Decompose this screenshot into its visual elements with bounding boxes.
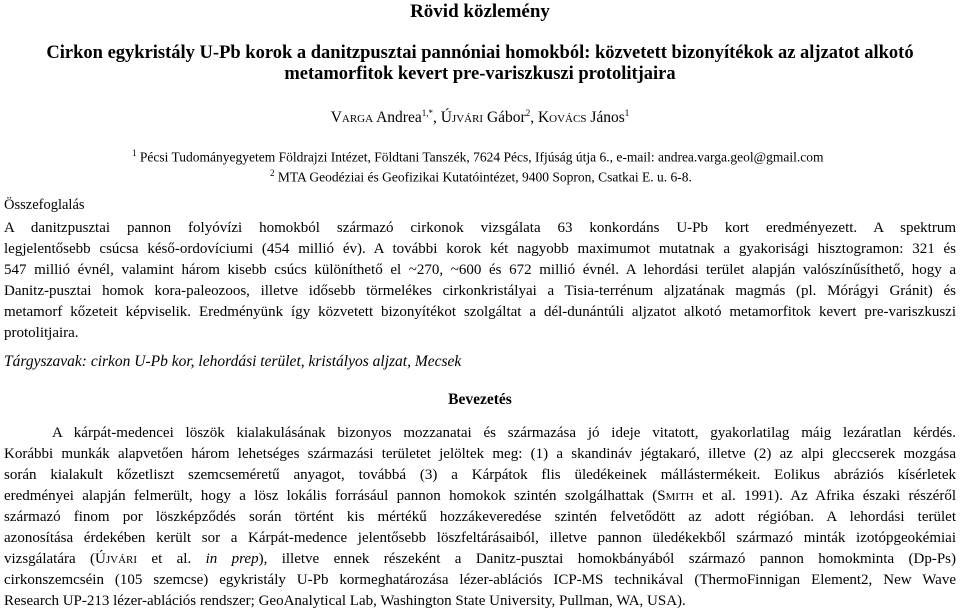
abstract-line: A danitzpusztai pannon folyóvízi homokból származó cirkonok vizsgálata 63 konkordáns U-Pb kort eredményezett. A spektrum xyxy=(4,220,956,236)
author-2-given-name: Gábor xyxy=(483,109,526,127)
citation-in-prep: in prep xyxy=(205,551,259,567)
abstract-line: legjelentősebb csúcsa késő-ordovíciumi (454 millió év). A további korok két nagyobb maximumot mutatnak a gyakorisági hisztogramon: 321 és xyxy=(4,241,956,257)
affiliation-1 xyxy=(132,148,823,166)
author-2-surname: Újvári xyxy=(440,109,484,127)
intro-line: azonosítása érdekében került sor a Kárpát-medence jelentősebb löszfeltárásaiból, illetve pannon üledékekből származó minták izotópgeokémiai xyxy=(4,530,956,546)
author-separator: , xyxy=(530,109,538,127)
intro-line: származó finom por löszképződés során történt kis mértékű hozzákeveredése szintén felvetődött az adott régióban. A lehordási terület xyxy=(4,509,956,525)
intro-line-ujvari-citation xyxy=(4,551,956,568)
intro-line: Korábbi munkák alapvetően három lehetséges származási területet jelöltek meg: (1) a skandináv jégtakaró, illetve (2) az alpi gleccserek mozgása xyxy=(4,446,956,462)
author-3-surname: Kovács xyxy=(537,109,587,127)
intro-text: eredményei alapján felmerült, hogy a lösz lokális forrásául pannon homokok szintén szolgálhattak ( xyxy=(4,488,658,504)
keywords: Tárgyszavak: cirkon U-Pb kor, lehordási terület, kristályos aljzat, Mecsek xyxy=(4,353,462,370)
article-title-line-2: metamorfitok kevert pre-variszkuszi protolitjaira xyxy=(284,64,676,84)
abstract-line: metamorf kőzeteit képviselik. Eredményünk így közvetett bizonyítékot szolgáltat a dél-dunántúli aljzatot alkotó metamorfitok kevert pre-variszkuszi xyxy=(4,304,956,320)
abstract-heading: Összefoglalás xyxy=(4,197,85,213)
affiliation-2-text: MTA Geodéziai és Geofizikai Kutatóintézet, 9400 Sopron, Csatkai E. u. 6-8. xyxy=(277,169,692,185)
author-3-affiliation-mark: 1 xyxy=(624,108,630,118)
article-title-line-1: Cirkon egykristály U-Pb korok a danitzpusztai pannóniai homokból: közvetett bizonyítékok az aljzatot alkotó xyxy=(46,43,914,63)
intro-text: et al. xyxy=(137,551,206,567)
affiliation-1-text: Pécsi Tudományegyetem Földrajzi Intézet, Földtani Tanszék, 7624 Pécs, Ifjúság útja 6., e-mail: andrea.varga.geol@gmail.com xyxy=(139,149,824,165)
intro-line-smith-citation xyxy=(4,488,956,505)
abstract-line: 547 millió évnél, valamint három kisebb csúcs különíthető el ~270, ~600 és 672 millió évnél. A lehordási terület alapján valószínűsíthető, hogy a xyxy=(4,262,956,278)
intro-line-last: Research UP-213 lézer-ablációs rendszer; GeoAnalytical Lab, Washington State University, Pullman, WA, USA). xyxy=(4,593,686,609)
affiliation-2-mark: 2 xyxy=(270,168,275,178)
abstract-line: Danitz-pusztai homok kora-paleozoos, illetve idősebb törmelékes cirkonkristályai a Tisia-terrénum aljzatának magmás (pl. Mórágyi Gránit) és xyxy=(4,283,956,299)
intro-text: et al. 1991). Az Afrika északi részéről xyxy=(693,488,956,504)
author-1-given-name: Andrea xyxy=(373,109,422,127)
intro-line: cirkonszemcséin (105 szemcse) egykristály U-Pb kormeghatározása lézer-ablációs ICP-MS technikával (ThermoFinnigan Element2, New Wave xyxy=(4,572,956,588)
author-list xyxy=(0,108,960,127)
citation-author-ujvari: Újvári xyxy=(95,551,138,567)
intro-text: ), illetve ennek részeként a Danitz-pusztai homokbányából származó pannon homokminta (Dp-Ps) xyxy=(258,551,957,567)
affiliation-1-mark: 1 xyxy=(132,148,137,158)
intro-text: vizsgálatára ( xyxy=(4,551,96,567)
author-1-affiliation-mark: 1,* xyxy=(421,108,433,118)
article-type-label: Rövid közlemény xyxy=(410,1,550,22)
author-2-affiliation-mark: 2 xyxy=(525,108,531,118)
author-3-given-name: János xyxy=(586,109,625,127)
introduction-heading: Bevezetés xyxy=(448,391,512,408)
intro-line: során kialakult kőzetliszt szemcseméretű anyagot, továbbá (3) a Kárpátok flis üledékeinek mállástermékeit. Eolikus abráziós kísérletek xyxy=(4,467,956,483)
author-separator: , xyxy=(432,109,441,127)
affiliation-2 xyxy=(270,168,692,186)
author-1-surname: Varga xyxy=(330,109,374,127)
citation-author-smith: Smith xyxy=(657,488,694,504)
abstract-last-line: protolitjaira. xyxy=(4,325,79,341)
intro-first-line: A kárpát-medencei löszök kialakulásának bizonyos mozzanatai és származása jó ideje vitatott, gyakorlatilag máig lezáratlan kérdés. xyxy=(52,425,956,441)
